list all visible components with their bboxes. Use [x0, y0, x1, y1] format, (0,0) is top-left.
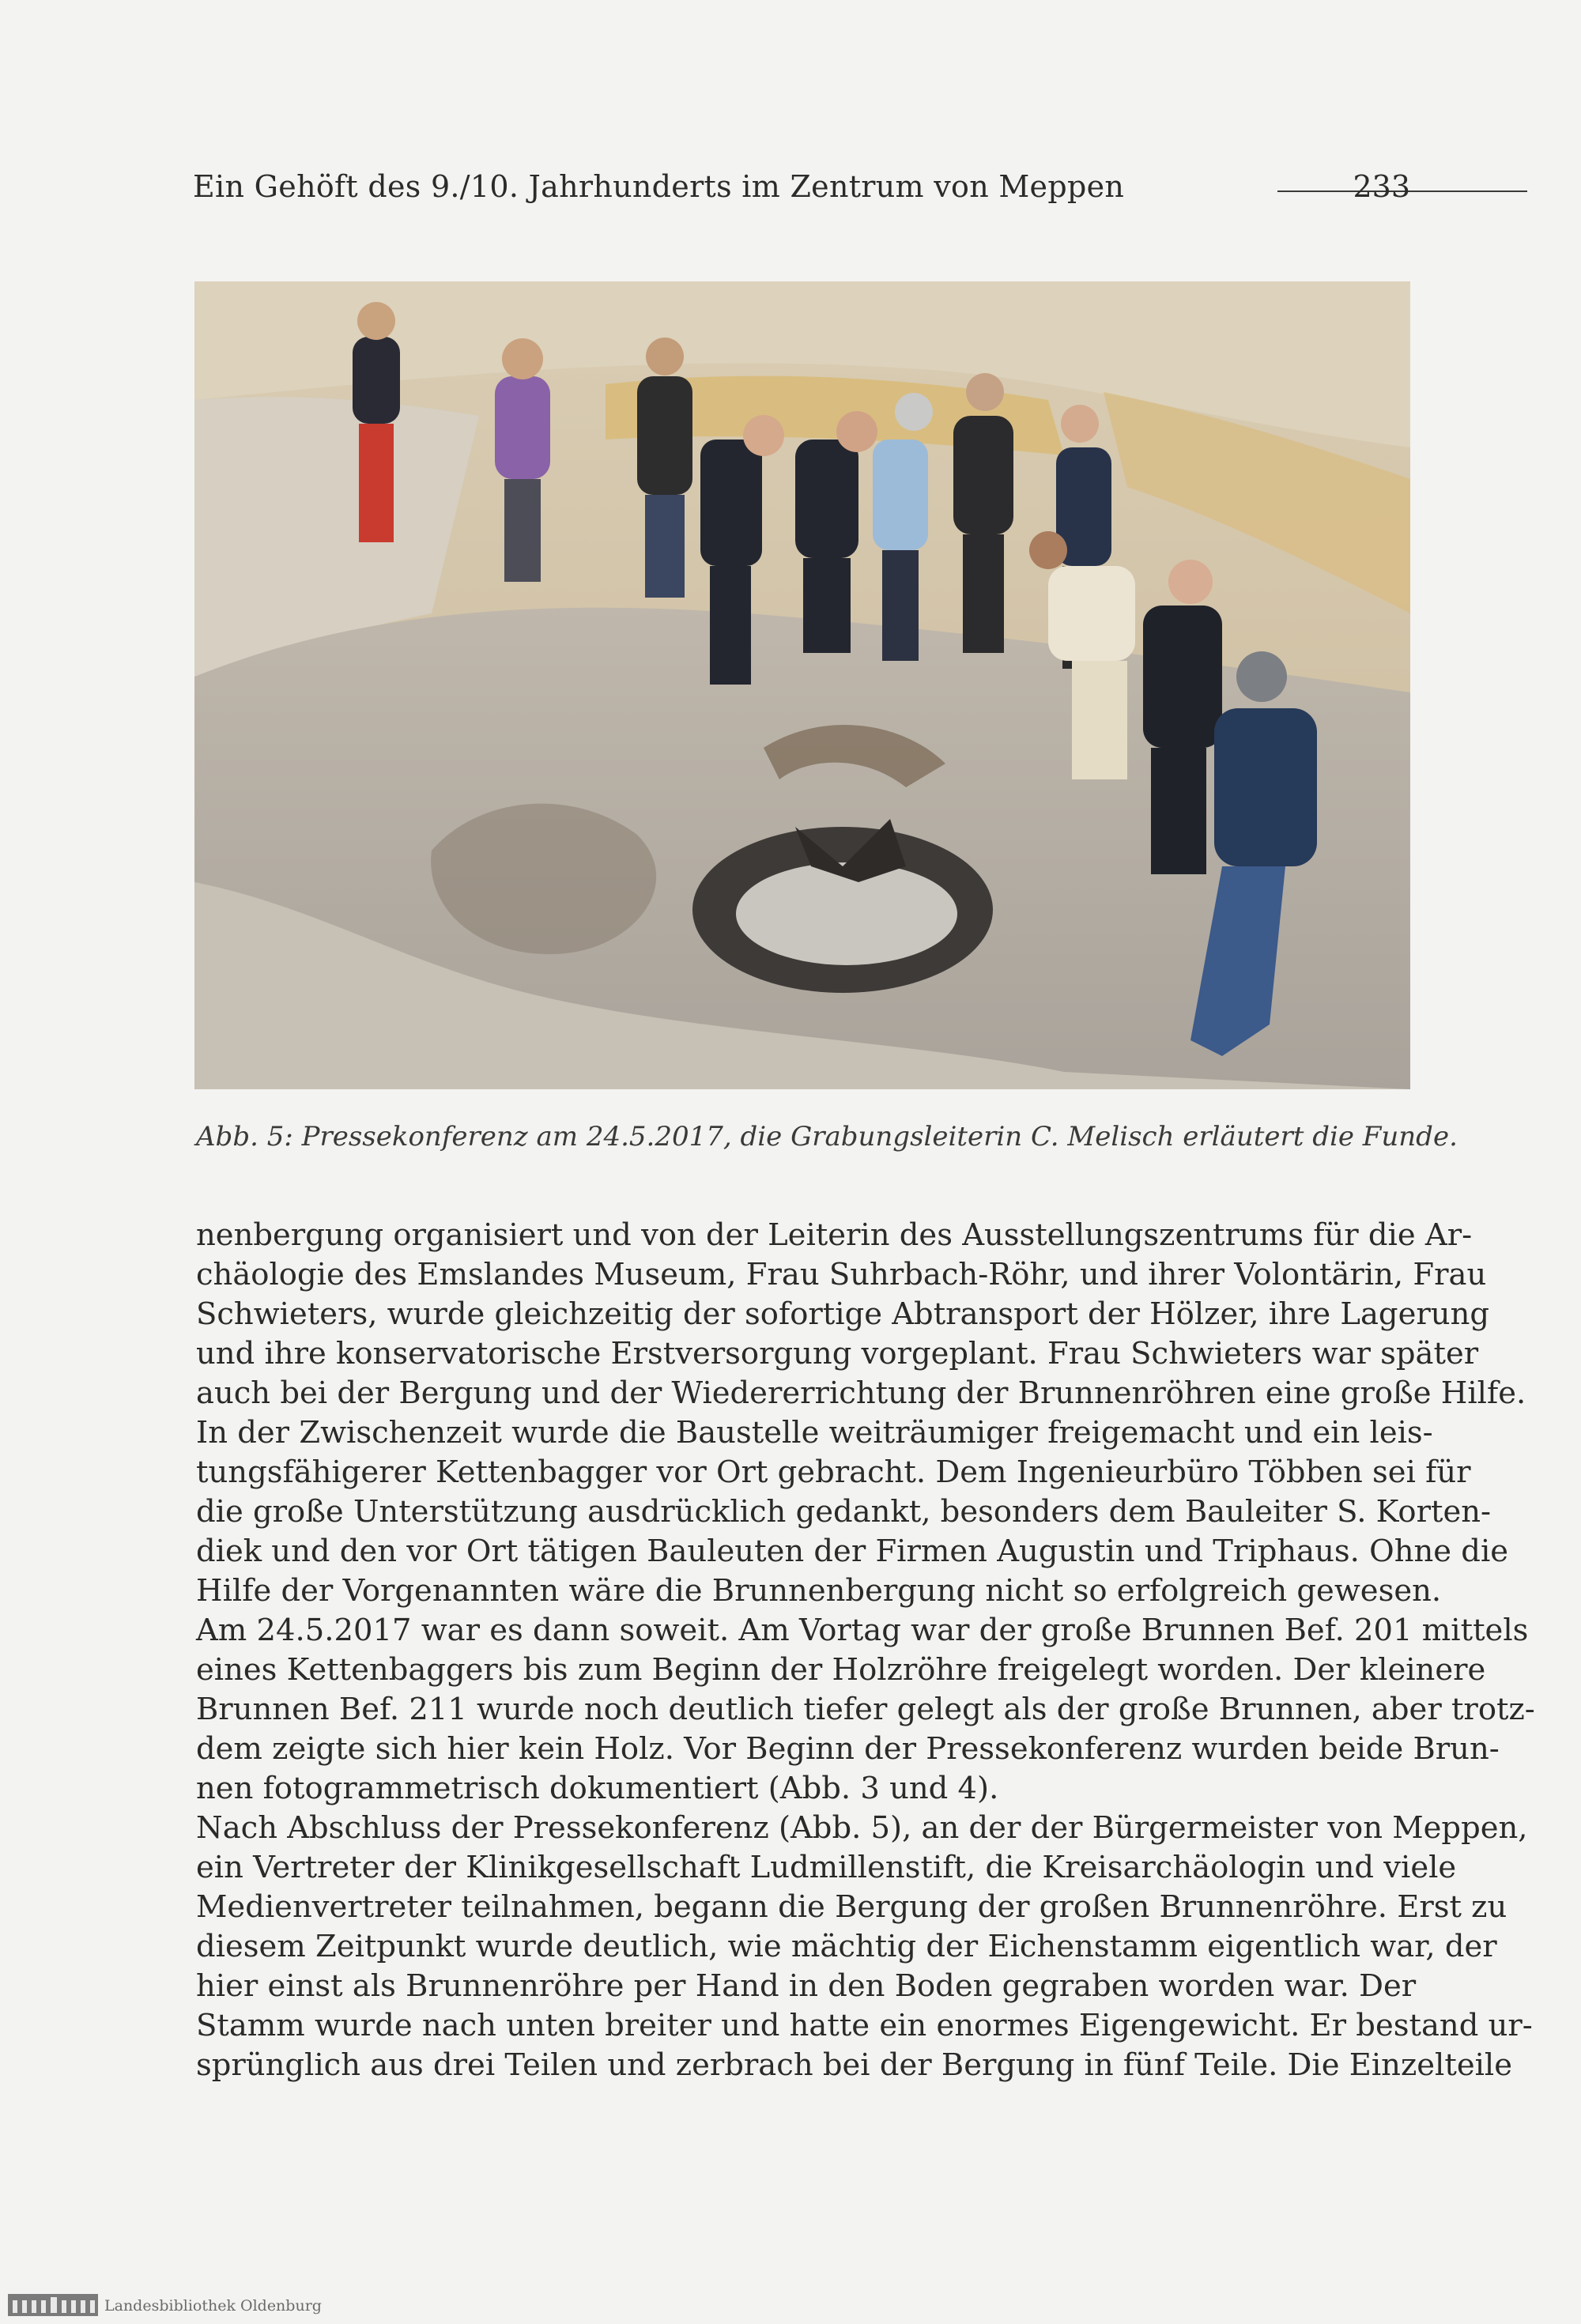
text-line: eines Kettenbaggers bis zum Beginn der Holzröhre freigelegt worden. Der kleinere	[196, 1652, 1486, 1688]
text-line: In der Zwischenzeit wurde die Baustelle weiträumiger freigemacht und ein leis-	[196, 1415, 1433, 1451]
library-footer	[8, 2291, 340, 2319]
text-line: Medienvertreter teilnahmen, begann die Bergung der großen Brunnenröhre. Erst zu	[196, 1889, 1507, 1925]
text-line: chäologie des Emslandes Museum, Frau Suhrbach-Röhr, und ihrer Volontärin, Frau	[196, 1257, 1487, 1292]
text-line: die große Unterstützung ausdrücklich gedankt, besonders dem Bauleiter S. Korten-	[196, 1494, 1492, 1530]
text-line: nenbergung organisiert und von der Leiterin des Ausstellungszentrums für die Ar-	[196, 1217, 1473, 1253]
text-line: diesem Zeitpunkt wurde deutlich, wie mächtig der Eichenstamm eigentlich war, der	[196, 1929, 1497, 1964]
text-line: Schwieters, wurde gleichzeitig der sofortige Abtransport der Hölzer, ihre Lagerung	[196, 1296, 1490, 1332]
text-line: und ihre konservatorische Erstversorgung vorgeplant. Frau Schwieters war später	[196, 1336, 1479, 1371]
text-line: Brunnen Bef. 211 wurde noch deutlich tiefer gelegt als der große Brunnen, aber trotz-	[196, 1692, 1535, 1727]
excavation-photo	[194, 281, 1410, 1089]
text-line: Nach Abschluss der Pressekonferenz (Abb. 5), an der der Bürgermeister von Meppen,	[196, 1810, 1528, 1846]
library-name: Landesbibliothek Oldenburg	[104, 2297, 322, 2315]
text-line: Stamm wurde nach unten breiter und hatte ein enormes Eigengewicht. Er bestand ur-	[196, 2008, 1533, 2043]
text-line: hier einst als Brunnenröhre per Hand in den Boden gegraben worden war. Der	[196, 1968, 1417, 2004]
text-line: tungsfähigerer Kettenbagger vor Ort gebracht. Dem Ingenieurbüro Többen sei für	[196, 1454, 1471, 1490]
text-line: diek und den vor Ort tätigen Bauleuten der Firmen Augustin und Triphaus. Ohne die	[196, 1534, 1509, 1569]
text-line: dem zeigte sich hier kein Holz. Vor Beginn der Pressekonferenz wurden beide Brun-	[196, 1731, 1500, 1767]
text-line: Hilfe der Vorgenannten wäre die Brunnenbergung nicht so erfolgreich gewesen.	[196, 1573, 1442, 1609]
running-header	[193, 169, 1410, 217]
library-building-icon	[8, 2294, 98, 2316]
text-line: nen fotogrammetrisch dokumentiert (Abb. 3 und 4).	[196, 1771, 999, 1806]
figure-caption: Abb. 5: Pressekonferenz am 24.5.2017, die Grabungsleiterin C. Melisch erläutert die Funde.	[196, 1121, 1458, 1153]
text-line: Am 24.5.2017 war es dann soweit. Am Vortag war der große Brunnen Bef. 201 mittels	[196, 1613, 1529, 1648]
figure-photo	[194, 281, 1410, 1089]
running-title: Ein Gehöft des 9./10. Jahrhunderts im Zentrum von Meppen	[193, 169, 1125, 204]
text-line: sprünglich aus drei Teilen und zerbrach bei der Bergung in fünf Teile. Die Einzelteile	[196, 2047, 1513, 2083]
body-text	[196, 1216, 1535, 2085]
page-number: 233	[1353, 169, 1410, 204]
text-line: ein Vertreter der Klinikgesellschaft Ludmillenstift, die Kreisarchäologin und viele	[196, 1850, 1457, 1885]
text-line: auch bei der Bergung und der Wiedererrichtung der Brunnenröhren eine große Hilfe.	[196, 1375, 1526, 1411]
